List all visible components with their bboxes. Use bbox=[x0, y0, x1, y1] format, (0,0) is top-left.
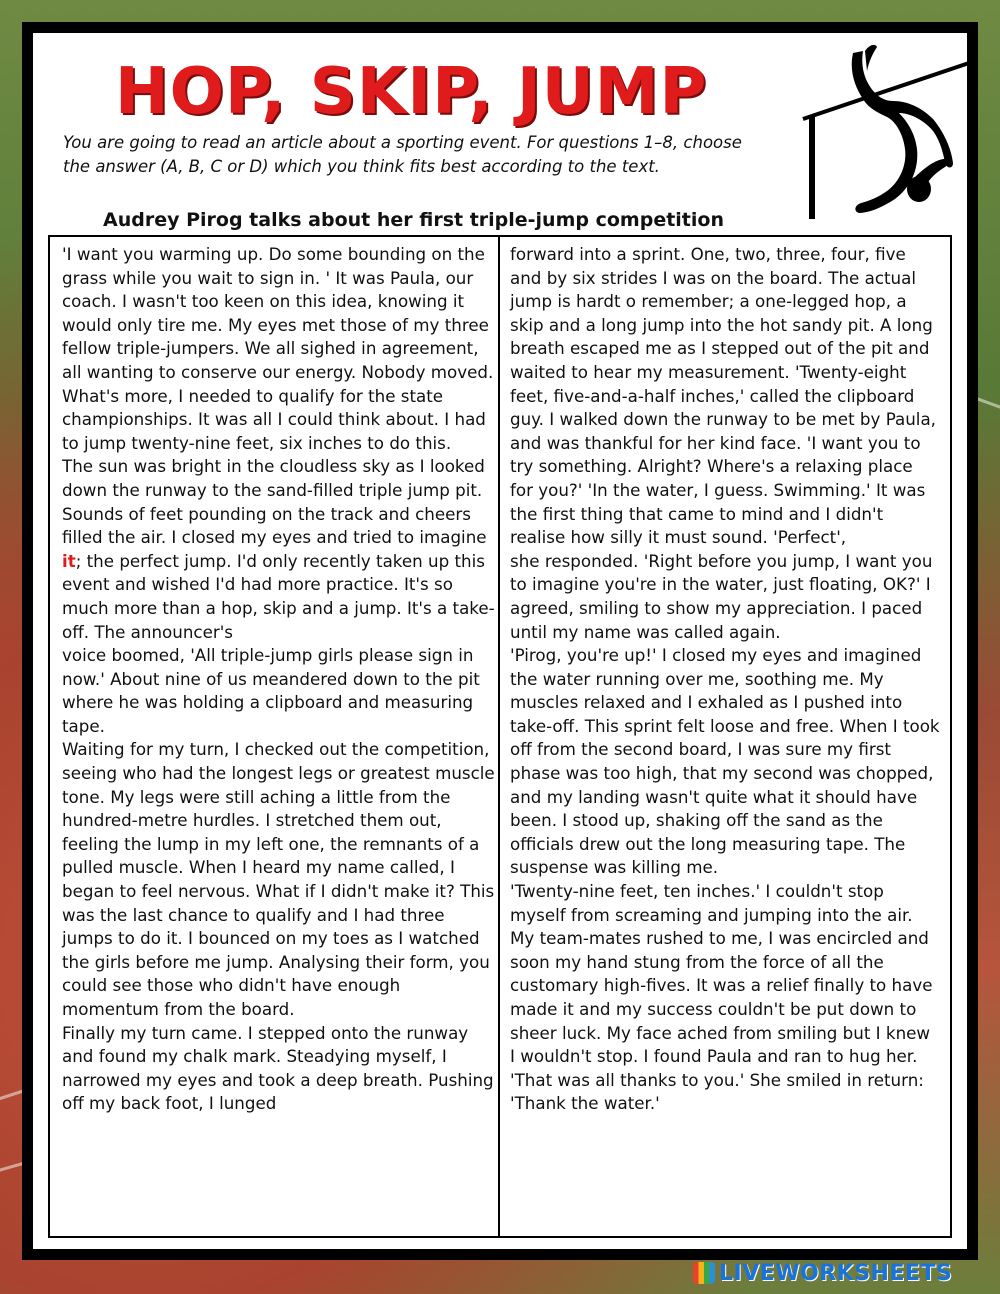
article-paragraph: Waiting for my turn, I checked out the competition, seeing who had the longest legs or greatest muscle tone. My legs were still aching a little from the hundred-metre hurdles. I stretched them out, feeling the lump in my left one, the remnants of a pulled muscle. When I heard my name called, I began to feel nervous. What if I didn't make it? This was the last chance to qualify and I had three jumps to do it. I bounced on my toes as I watched the girls before me jump. Analysing their form, you could see those who didn't have enough momentum from the board. bbox=[62, 739, 495, 1019]
article-text-span: The sun was bright in the cloudless sky as I looked down the runway to the sand-filled triple jump pit. Sounds of feet pounding on the track and cheers filled the air. I closed my eyes and tried to imagine bbox=[62, 456, 487, 548]
article-paragraph: 'Twenty-nine feet, ten inches.' I couldn't stop myself from screaming and jumping into the air. My team-mates rushed to me, I was encircled and soon my hand stung from the force of all the customary high-fives. It was a relief finally to have made it and my success couldn't be put down to sheer luck. My face ached from smiling but I knew I wouldn't stop. I found Paula and ran to hug her. 'That was all thanks to you.' She smiled in return: 'Thank the water.' bbox=[510, 881, 933, 1114]
article-paragraph: 'Pirog, you're up!' I closed my eyes and imagined the water running over me, soothing me. My muscles relaxed and I exhaled as I pushed into take-off. This sprint felt loose and free. When I took off from the second board, I was sure my first phase was too high, that my second was chopped, and my landing wasn't quite what it should have been. I stood up, shaking off the sand as the officials drew out the long measuring tape. The suspense was killing me. bbox=[510, 645, 940, 878]
highlighted-word: it bbox=[62, 550, 76, 571]
liveworksheets-logo[interactable] bbox=[693, 1260, 952, 1286]
article-box bbox=[48, 235, 952, 1238]
article-paragraph: forward into a sprint. One, two, three, four, five and by six strides I was on the board. The actual jump is hardt o remember; a one-legged hop, a skip and a long jump into the hot sandy pit. A long breath escaped me as I stepped out of the pit and waited to hear my measurement. 'Twenty-eight feet, five-and-a-half inches,' called the clipboard guy. I walked down the runway to be met by Paula, and was thankful for her kind face. 'I want you to try something. Alright? Where's a relaxing place for you?' 'In the water, I guess. Swimming.' It was the first thing that came to mind and I didn't realise how silly it must sound. 'Perfect', bbox=[510, 244, 936, 548]
liveworksheets-badge-icon bbox=[693, 1262, 715, 1284]
article-paragraph: voice boomed, 'All triple-jump girls please sign in now.' About nine of us meandered down to the pit where he was holding a clipboard and measuring tape. bbox=[62, 645, 480, 736]
high-jump-silhouette-icon bbox=[783, 41, 973, 221]
article-paragraph: she responded. 'Right before you jump, I want you to imagine you're in the water, just floating, OK?' I agreed, smiling to show my appreciation. I paced until my name was called again. bbox=[510, 550, 933, 642]
logo-text: LIVEWORKSHEETS bbox=[719, 1260, 953, 1286]
instructions-text: You are going to read an article about a sporting event. For questions 1–8, choose the answer (A, B, C or D) which you think fits best according to the text. bbox=[63, 133, 742, 176]
article-paragraph: Finally my turn came. I stepped onto the runway and found my chalk mark. Steadying myself, I narrowed my eyes and took a deep breath. Pushing off my back foot, I lunged bbox=[62, 1022, 494, 1114]
article-column-right bbox=[510, 243, 940, 1116]
article-paragraph: 'I want you warming up. Do some bounding on the grass while you wait to sign in. ' It was Paula, our coach. I wasn't too keen on this idea, knowing it would only tire me. My eyes met those of my three fellow triple-jumpers. We all sighed in agreement, all wanting to conserve our energy. Nobody moved. What's more, I needed to qualify for the state championships. It was all I could think about. I had to jump twenty-nine feet, six inches to do this. bbox=[62, 244, 494, 453]
page-title: HOP, SKIP, JUMP bbox=[115, 55, 708, 129]
article-column-left bbox=[62, 243, 500, 1116]
article-text-span: ; the perfect jump. I'd only recently taken up this event and wished I'd had more practice. It's so much more than a hop, skip and a jump. It's a take-off. The announcer's bbox=[62, 550, 495, 642]
article-paragraph bbox=[62, 455, 500, 644]
article-subtitle: Audrey Pirog talks about her first triple-jump competition bbox=[103, 209, 724, 231]
worksheet-frame bbox=[22, 22, 978, 1260]
worksheet-sheet bbox=[33, 33, 967, 1249]
